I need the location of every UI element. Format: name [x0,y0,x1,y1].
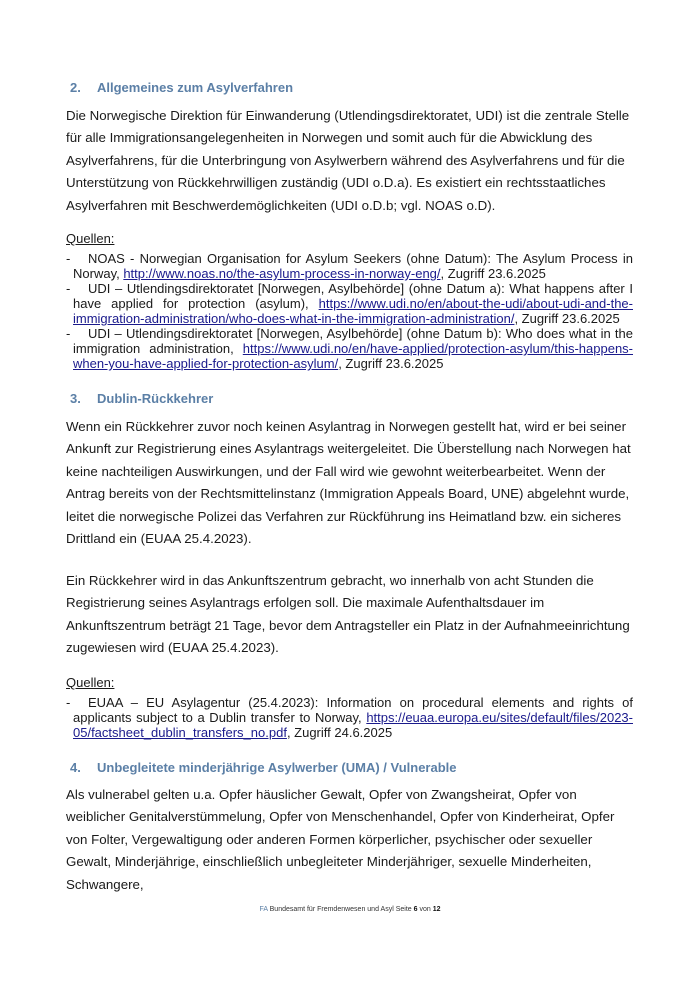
source-text: UDI – Utlendingsdirektoratet [Norwegen, Asylbehörde] (ohne Datum b): Who does what in the immigration administration, [73,326,633,356]
section-title: Allgemeines zum Asylverfahren [97,80,294,95]
source-text: UDI – Utlendingsdirektoratet [Norwegen, Asylbehörde] (ohne Datum a): What happens after I have applied for protection (asylum), [73,281,633,311]
source-link[interactable]: http://www.noas.no/the-asylum-process-in-norway-eng/ [123,266,441,281]
section-heading-3 [70,391,213,406]
sources-label: Quellen: [66,231,115,246]
source-access-date: , Zugriff 24.6.2025 [286,725,393,740]
sources-label: Quellen: [66,675,115,690]
section-number: 3. [70,391,81,406]
section-heading-4 [70,760,457,775]
section-title: Dublin-Rückkehrer [97,391,214,406]
source-link[interactable]: https://www.udi.no/en/have-applied/protection-asylum/this-happens-when-you-have-applied-for-protection-asylum/ [73,341,633,371]
footer-of: von [417,906,433,913]
sources-list [66,251,633,371]
source-access-date: , Zugriff 23.6.2025 [514,311,620,326]
source-item [66,695,633,740]
list-dash: - [66,695,71,710]
section-number: 2. [70,80,81,95]
current-page-number: 6 [413,906,418,913]
section-number: 4. [70,760,81,775]
footer-logo-text: FA [259,906,268,913]
section-heading-2 [70,80,293,95]
source-link[interactable]: https://euaa.europa.eu/sites/default/files/2023-05/factsheet_dublin_transfers_no.pdf [73,710,633,740]
sources-list [66,695,633,740]
paragraph: Wenn ein Rückkehrer zuvor noch keinen Asylantrag in Norwegen gestellt hat, wird er bei seiner Ankunft zur Registrierung eines Asylantrags weitergeleitet. Die Überstellung nach Norwegen hat keine nachteiligen Auswirkungen, und der Fall wird wie gewohnt weiterbearbeitet. Wenn der Antrag bereits von der Rechtsmittelinstanz (Immigration Appeals Board, UNE) abgelehnt wurde, leitet die norwegische Polizei das Verfahren zur Rückführung ins Heimatland bzw. ein sicheres Drittland ein (EUAA 25.4.2023). [66,419,631,547]
paragraph: Als vulnerabel gelten u.a. Opfer häuslicher Gewalt, Opfer von Zwangsheirat, Opfer von weiblicher Genitalverstümmelung, Opfer von Menschenhandel, Opfer von Kinderheirat, Opfer von Folter, Vergewaltigung oder anderen Formen körperlicher, psychischer oder sexueller Gewalt, Minderjährige, einschließlich unbegleiteter Minderjähriger, sexuelle Minderheiten, Schwangere, [66,787,615,892]
source-text: EUAA – EU Asylagentur (25.4.2023): Information on procedural elements and rights of applicants subject to a Dublin transfer to Norway, [73,695,633,725]
source-link[interactable]: https://www.udi.no/en/about-the-udi/about-udi-and-the-immigration-administration/who-does-what-in-the-immigration-administration/ [73,296,633,326]
paragraph: Ein Rückkehrer wird in das Ankunftszentrum gebracht, wo innerhalb von acht Stunden die Registrierung seines Asylantrags erfolgen soll. Die maximale Aufenthaltsdauer im Ankunftszentrum beträgt 21 Tage, bevor dem Antragsteller ein Platz in der Aufnahmeeinrichtung zugewiesen wird (EUAA 25.4.2023). [66,573,630,656]
total-page-count: 12 [432,906,441,913]
source-item [66,281,633,326]
source-text: NOAS - Norwegian Organisation for Asylum Seekers (ohne Datum): The Asylum Process in Norway, [73,251,633,281]
footer-org: Bundesamt für Fremdenwesen und Asyl Seite [267,906,414,913]
source-item [66,326,633,371]
section-title: Unbegleitete minderjährige Asylwerber (UMA) / Vulnerable [97,760,457,775]
source-item [66,251,633,281]
list-dash: - [66,281,71,296]
source-access-date: , Zugriff 23.6.2025 [440,266,546,281]
source-access-date: , Zugriff 23.6.2025 [338,356,444,371]
list-dash: - [66,326,71,341]
page-footer [0,906,700,913]
list-dash: - [66,251,71,266]
paragraph: Die Norwegische Direktion für Einwanderung (Utlendingsdirektoratet, UDI) ist die zentrale Stelle für alle Immigrationsangelegenheiten in Norwegen und somit auch für die Abwicklung des Asylverfahrens, für die Unterbringung von Asylwerbern während des Asylverfahrens und für die Unterstützung von Rückkehrwilligen zuständig (UDI o.D.a). Es existiert ein rechtsstaatliches Asylverfahren mit Beschwerdemöglichkeiten (UDI o.D.b; vgl. NOAS o.D). [66,108,630,213]
